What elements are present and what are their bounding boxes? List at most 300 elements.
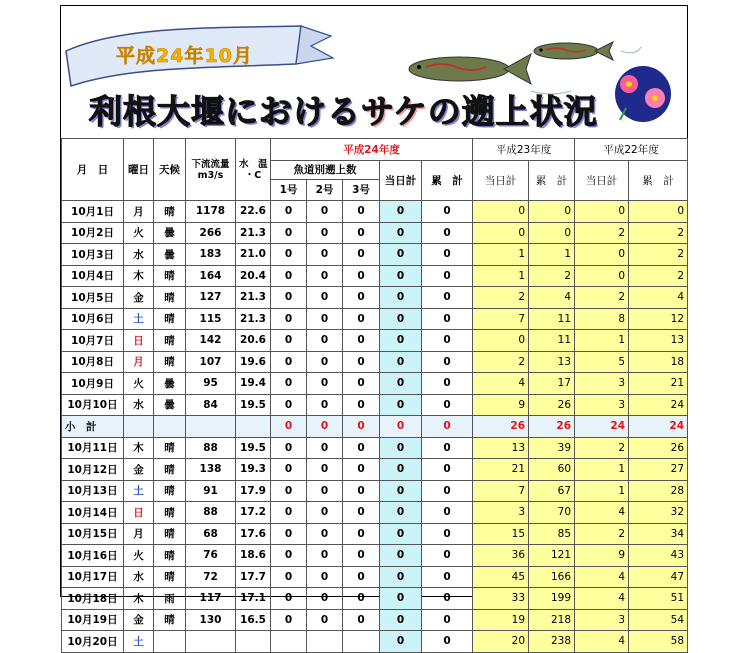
daily22-cell: 1: [575, 480, 629, 502]
daily23-cell: 33: [473, 588, 529, 610]
table-row: [62, 308, 688, 330]
cum22-cell: 24: [629, 394, 688, 416]
cum23-cell: 13: [529, 351, 575, 373]
date-cell: 10月12日: [62, 459, 124, 481]
weekday-cell: 金: [124, 609, 154, 631]
daily-cell: 0: [380, 459, 422, 481]
gate1-cell: 0: [271, 609, 307, 631]
gate1-cell: 0: [271, 502, 307, 524]
weather-cell: 晴: [154, 308, 186, 330]
daily-cell: 0: [380, 523, 422, 545]
cum22-cell: 47: [629, 566, 688, 588]
gate1-cell: 0: [271, 308, 307, 330]
daily22-cell: 0: [575, 265, 629, 287]
weather-cell: [154, 631, 186, 653]
daily23-cell: 13: [473, 437, 529, 459]
gate2-cell: 0: [307, 287, 343, 309]
col-header-daily23: 当日計: [473, 160, 529, 201]
gate2-cell: 0: [307, 545, 343, 567]
daily23-cell: 2: [473, 287, 529, 309]
daily-cell: 0: [380, 351, 422, 373]
cum23-cell: 26: [529, 416, 575, 438]
table-row: [62, 459, 688, 481]
daily-cell: 0: [380, 265, 422, 287]
page-title: 利根大堰におけるサケの遡上状況: [89, 92, 598, 131]
temp-cell: 19.5: [236, 394, 271, 416]
weekday-cell: 金: [124, 459, 154, 481]
temp-cell: 19.4: [236, 373, 271, 395]
cum23-cell: 238: [529, 631, 575, 653]
gate1-cell: 0: [271, 566, 307, 588]
flow-cell: 164: [186, 265, 236, 287]
temp-cell: [236, 631, 271, 653]
col-header-flow: 下流流量 m3/s: [186, 139, 236, 201]
gate1-cell: 0: [271, 244, 307, 266]
gate2-cell: 0: [307, 566, 343, 588]
daily22-cell: 4: [575, 502, 629, 524]
daily-cell: 0: [380, 416, 422, 438]
cum22-cell: 43: [629, 545, 688, 567]
flow-cell: 72: [186, 566, 236, 588]
cumulative-cell: 0: [422, 373, 473, 395]
gate2-cell: 0: [307, 351, 343, 373]
daily23-cell: 1: [473, 244, 529, 266]
daily23-cell: 36: [473, 545, 529, 567]
daily-cell: 0: [380, 373, 422, 395]
date-cell: 10月1日: [62, 201, 124, 223]
date-cell: 10月4日: [62, 265, 124, 287]
daily22-cell: 2: [575, 523, 629, 545]
daily23-cell: 0: [473, 330, 529, 352]
daily22-cell: 0: [575, 244, 629, 266]
weather-cell: 晴: [154, 480, 186, 502]
gate1-cell: 0: [271, 394, 307, 416]
date-cell: 小 計: [62, 416, 124, 438]
cum23-cell: 166: [529, 566, 575, 588]
gate1-cell: 0: [271, 330, 307, 352]
date-cell: 10月19日: [62, 609, 124, 631]
cum22-cell: 34: [629, 523, 688, 545]
daily-cell: 0: [380, 480, 422, 502]
daily22-cell: 24: [575, 416, 629, 438]
weather-cell: 晴: [154, 201, 186, 223]
weekday-cell: 土: [124, 631, 154, 653]
daily22-cell: 9: [575, 545, 629, 567]
weekday-cell: 水: [124, 244, 154, 266]
weather-cell: 晴: [154, 545, 186, 567]
daily22-cell: 3: [575, 609, 629, 631]
temp-cell: 21.3: [236, 222, 271, 244]
table-row: [62, 244, 688, 266]
gate1-cell: 0: [271, 222, 307, 244]
salmon-count-table: [61, 138, 688, 653]
temp-cell: 21.3: [236, 287, 271, 309]
daily-cell: 0: [380, 394, 422, 416]
cosmos-flower-icon: [615, 66, 671, 122]
weather-cell: 晴: [154, 523, 186, 545]
col-header-fishway: 魚道別遡上数: [271, 160, 380, 179]
cumulative-cell: 0: [422, 502, 473, 524]
cum23-cell: 11: [529, 308, 575, 330]
gate3-cell: 0: [343, 373, 380, 395]
table-row: [62, 566, 688, 588]
table-row: [62, 480, 688, 502]
temp-cell: 17.6: [236, 523, 271, 545]
weather-cell: 曇: [154, 394, 186, 416]
weekday-cell: 木: [124, 437, 154, 459]
weather-cell: [154, 416, 186, 438]
date-cell: 10月6日: [62, 308, 124, 330]
temp-cell: 19.5: [236, 437, 271, 459]
gate3-cell: 0: [343, 416, 380, 438]
date-cell: 10月16日: [62, 545, 124, 567]
flow-cell: [186, 631, 236, 653]
temp-cell: 17.9: [236, 480, 271, 502]
weekday-cell: 水: [124, 394, 154, 416]
flow-cell: 95: [186, 373, 236, 395]
date-cell: 10月3日: [62, 244, 124, 266]
weather-cell: 晴: [154, 459, 186, 481]
flow-cell: 127: [186, 287, 236, 309]
daily-cell: 0: [380, 244, 422, 266]
gate1-cell: 0: [271, 265, 307, 287]
cum23-cell: 17: [529, 373, 575, 395]
daily22-cell: 2: [575, 222, 629, 244]
gate1-cell: 0: [271, 287, 307, 309]
flow-cell: 138: [186, 459, 236, 481]
col-header-gate1: 1号: [271, 179, 307, 201]
cum22-cell: 24: [629, 416, 688, 438]
cum22-cell: 2: [629, 265, 688, 287]
daily22-cell: 5: [575, 351, 629, 373]
gate3-cell: 0: [343, 351, 380, 373]
gate3-cell: 0: [343, 588, 380, 610]
daily-cell: 0: [380, 631, 422, 653]
flow-cell: 130: [186, 609, 236, 631]
temp-cell: 19.3: [236, 459, 271, 481]
flow-cell: 1178: [186, 201, 236, 223]
daily23-cell: 15: [473, 523, 529, 545]
daily23-cell: 21: [473, 459, 529, 481]
gate2-cell: 0: [307, 308, 343, 330]
gate2-cell: 0: [307, 330, 343, 352]
flow-cell: 68: [186, 523, 236, 545]
flow-cell: 91: [186, 480, 236, 502]
gate1-cell: 0: [271, 523, 307, 545]
cum23-cell: 67: [529, 480, 575, 502]
date-cell: 10月17日: [62, 566, 124, 588]
cum23-cell: 39: [529, 437, 575, 459]
daily-cell: 0: [380, 545, 422, 567]
weather-cell: 晴: [154, 351, 186, 373]
daily23-cell: 7: [473, 480, 529, 502]
gate2-cell: 0: [307, 373, 343, 395]
daily23-cell: 19: [473, 609, 529, 631]
gate2-cell: 0: [307, 459, 343, 481]
daily22-cell: 4: [575, 566, 629, 588]
gate3-cell: 0: [343, 545, 380, 567]
col-header-gate2: 2号: [307, 179, 343, 201]
daily23-cell: 2: [473, 351, 529, 373]
cum22-cell: 27: [629, 459, 688, 481]
daily-cell: 0: [380, 308, 422, 330]
cum23-cell: 70: [529, 502, 575, 524]
weather-cell: 曇: [154, 222, 186, 244]
temp-cell: 22.6: [236, 201, 271, 223]
cumulative-cell: 0: [422, 416, 473, 438]
daily-cell: 0: [380, 566, 422, 588]
weekday-cell: 日: [124, 330, 154, 352]
table-row: [62, 545, 688, 567]
gate3-cell: 0: [343, 459, 380, 481]
cum22-cell: 13: [629, 330, 688, 352]
daily-cell: 0: [380, 437, 422, 459]
gate3-cell: 0: [343, 287, 380, 309]
date-cell: 10月8日: [62, 351, 124, 373]
cumulative-cell: 0: [422, 566, 473, 588]
cum22-cell: 28: [629, 480, 688, 502]
temp-cell: 17.7: [236, 566, 271, 588]
weekday-cell: 火: [124, 545, 154, 567]
temp-cell: 20.4: [236, 265, 271, 287]
weather-cell: 晴: [154, 287, 186, 309]
temp-cell: [236, 416, 271, 438]
weekday-cell: 木: [124, 588, 154, 610]
cum22-cell: 4: [629, 287, 688, 309]
cum23-cell: 85: [529, 523, 575, 545]
cum22-cell: 2: [629, 222, 688, 244]
cum23-cell: 0: [529, 222, 575, 244]
gate2-cell: 0: [307, 588, 343, 610]
temp-cell: 18.6: [236, 545, 271, 567]
weekday-cell: 土: [124, 308, 154, 330]
table-row: [62, 437, 688, 459]
gate3-cell: [343, 631, 380, 653]
table-row: [62, 330, 688, 352]
weekday-cell: 木: [124, 265, 154, 287]
subtotal-row: [62, 416, 688, 438]
col-header-weather: 天候: [154, 139, 186, 201]
table-row: [62, 394, 688, 416]
salmon-icon: [409, 54, 531, 84]
temp-cell: 21.0: [236, 244, 271, 266]
daily22-cell: 2: [575, 287, 629, 309]
daily-cell: 0: [380, 609, 422, 631]
cumulative-cell: 0: [422, 244, 473, 266]
date-cell: 10月20日: [62, 631, 124, 653]
cum22-cell: 2: [629, 244, 688, 266]
weather-cell: 晴: [154, 265, 186, 287]
daily23-cell: 0: [473, 201, 529, 223]
flow-cell: 183: [186, 244, 236, 266]
gate3-cell: 0: [343, 502, 380, 524]
gate3-cell: 0: [343, 222, 380, 244]
date-cell: 10月18日: [62, 588, 124, 610]
salmon-icon: [534, 42, 613, 60]
temp-cell: 19.6: [236, 351, 271, 373]
gate2-cell: 0: [307, 437, 343, 459]
cumulative-cell: 0: [422, 437, 473, 459]
col-header-date: 月 日: [62, 139, 124, 201]
col-header-cum22: 累 計: [629, 160, 688, 201]
gate2-cell: 0: [307, 502, 343, 524]
col-header-h23: 平成23年度: [473, 139, 575, 161]
cum22-cell: 58: [629, 631, 688, 653]
cumulative-cell: 0: [422, 631, 473, 653]
weather-cell: 雨: [154, 588, 186, 610]
temp-cell: 16.5: [236, 609, 271, 631]
daily23-cell: 4: [473, 373, 529, 395]
temp-cell: 17.2: [236, 502, 271, 524]
cumulative-cell: 0: [422, 394, 473, 416]
gate1-cell: 0: [271, 351, 307, 373]
gate1-cell: 0: [271, 416, 307, 438]
gate3-cell: 0: [343, 437, 380, 459]
daily-cell: 0: [380, 330, 422, 352]
gate3-cell: 0: [343, 330, 380, 352]
daily22-cell: 0: [575, 201, 629, 223]
gate2-cell: 0: [307, 394, 343, 416]
cum22-cell: 26: [629, 437, 688, 459]
daily-cell: 0: [380, 222, 422, 244]
gate2-cell: 0: [307, 609, 343, 631]
document-page: [60, 5, 688, 648]
daily23-cell: 3: [473, 502, 529, 524]
gate1-cell: 0: [271, 201, 307, 223]
cum23-cell: 218: [529, 609, 575, 631]
flow-cell: 76: [186, 545, 236, 567]
weekday-cell: 月: [124, 201, 154, 223]
weekday-cell: 日: [124, 502, 154, 524]
col-header-cum23: 累 計: [529, 160, 575, 201]
cum23-cell: 60: [529, 459, 575, 481]
col-header-weekday: 曜日: [124, 139, 154, 201]
gate1-cell: 0: [271, 459, 307, 481]
cumulative-cell: 0: [422, 201, 473, 223]
temp-cell: 17.1: [236, 588, 271, 610]
gate1-cell: [271, 631, 307, 653]
cumulative-cell: 0: [422, 308, 473, 330]
table-row: [62, 588, 688, 610]
daily22-cell: 4: [575, 588, 629, 610]
flow-cell: 88: [186, 502, 236, 524]
cumulative-cell: 0: [422, 459, 473, 481]
daily-cell: 0: [380, 201, 422, 223]
gate2-cell: [307, 631, 343, 653]
col-header-h24: 平成24年度: [271, 139, 473, 161]
cumulative-cell: 0: [422, 588, 473, 610]
daily-cell: 0: [380, 588, 422, 610]
col-header-gate3: 3号: [343, 179, 380, 201]
daily22-cell: 1: [575, 459, 629, 481]
cum23-cell: 121: [529, 545, 575, 567]
table-row: [62, 523, 688, 545]
gate2-cell: 0: [307, 480, 343, 502]
gate3-cell: 0: [343, 480, 380, 502]
daily-cell: 0: [380, 287, 422, 309]
table-row: [62, 287, 688, 309]
date-cell: 10月13日: [62, 480, 124, 502]
table-row: [62, 502, 688, 524]
weekday-cell: 火: [124, 373, 154, 395]
weather-cell: 晴: [154, 437, 186, 459]
col-header-temp: 水 温 ・C: [236, 139, 271, 201]
cum22-cell: 21: [629, 373, 688, 395]
flow-cell: 115: [186, 308, 236, 330]
daily23-cell: 7: [473, 308, 529, 330]
col-header-daily: 当日計: [380, 160, 422, 201]
gate2-cell: 0: [307, 222, 343, 244]
temp-cell: 20.6: [236, 330, 271, 352]
flow-cell: [186, 416, 236, 438]
weekday-cell: [124, 416, 154, 438]
weekday-cell: 金: [124, 287, 154, 309]
gate2-cell: 0: [307, 265, 343, 287]
daily23-cell: 0: [473, 222, 529, 244]
flow-cell: 107: [186, 351, 236, 373]
gate2-cell: 0: [307, 244, 343, 266]
weather-cell: 晴: [154, 330, 186, 352]
gate2-cell: 0: [307, 416, 343, 438]
gate1-cell: 0: [271, 373, 307, 395]
weather-cell: 晴: [154, 609, 186, 631]
title-banner: [61, 6, 687, 136]
gate1-cell: 0: [271, 437, 307, 459]
col-header-h22: 平成22年度: [575, 139, 688, 161]
date-cell: 10月5日: [62, 287, 124, 309]
gate3-cell: 0: [343, 201, 380, 223]
daily23-cell: 26: [473, 416, 529, 438]
cum23-cell: 26: [529, 394, 575, 416]
daily-cell: 0: [380, 502, 422, 524]
weekday-cell: 土: [124, 480, 154, 502]
table-row: [62, 351, 688, 373]
gate2-cell: 0: [307, 201, 343, 223]
weather-cell: 曇: [154, 244, 186, 266]
daily23-cell: 20: [473, 631, 529, 653]
cumulative-cell: 0: [422, 609, 473, 631]
cumulative-cell: 0: [422, 480, 473, 502]
date-cell: 10月15日: [62, 523, 124, 545]
col-header-daily22: 当日計: [575, 160, 629, 201]
cum22-cell: 18: [629, 351, 688, 373]
cum23-cell: 1: [529, 244, 575, 266]
daily23-cell: 1: [473, 265, 529, 287]
cum23-cell: 0: [529, 201, 575, 223]
weather-cell: 晴: [154, 566, 186, 588]
cumulative-cell: 0: [422, 523, 473, 545]
table-row: [62, 373, 688, 395]
table-row: [62, 222, 688, 244]
gate3-cell: 0: [343, 244, 380, 266]
daily23-cell: 45: [473, 566, 529, 588]
daily22-cell: 3: [575, 394, 629, 416]
cum23-cell: 2: [529, 265, 575, 287]
weather-cell: 晴: [154, 502, 186, 524]
table-row: [62, 201, 688, 223]
cumulative-cell: 0: [422, 287, 473, 309]
cum22-cell: 32: [629, 502, 688, 524]
flow-cell: 84: [186, 394, 236, 416]
cum22-cell: 51: [629, 588, 688, 610]
cumulative-cell: 0: [422, 222, 473, 244]
date-cell: 10月14日: [62, 502, 124, 524]
table-row: [62, 265, 688, 287]
gate1-cell: 0: [271, 545, 307, 567]
gate3-cell: 0: [343, 394, 380, 416]
cum22-cell: 54: [629, 609, 688, 631]
cum23-cell: 4: [529, 287, 575, 309]
